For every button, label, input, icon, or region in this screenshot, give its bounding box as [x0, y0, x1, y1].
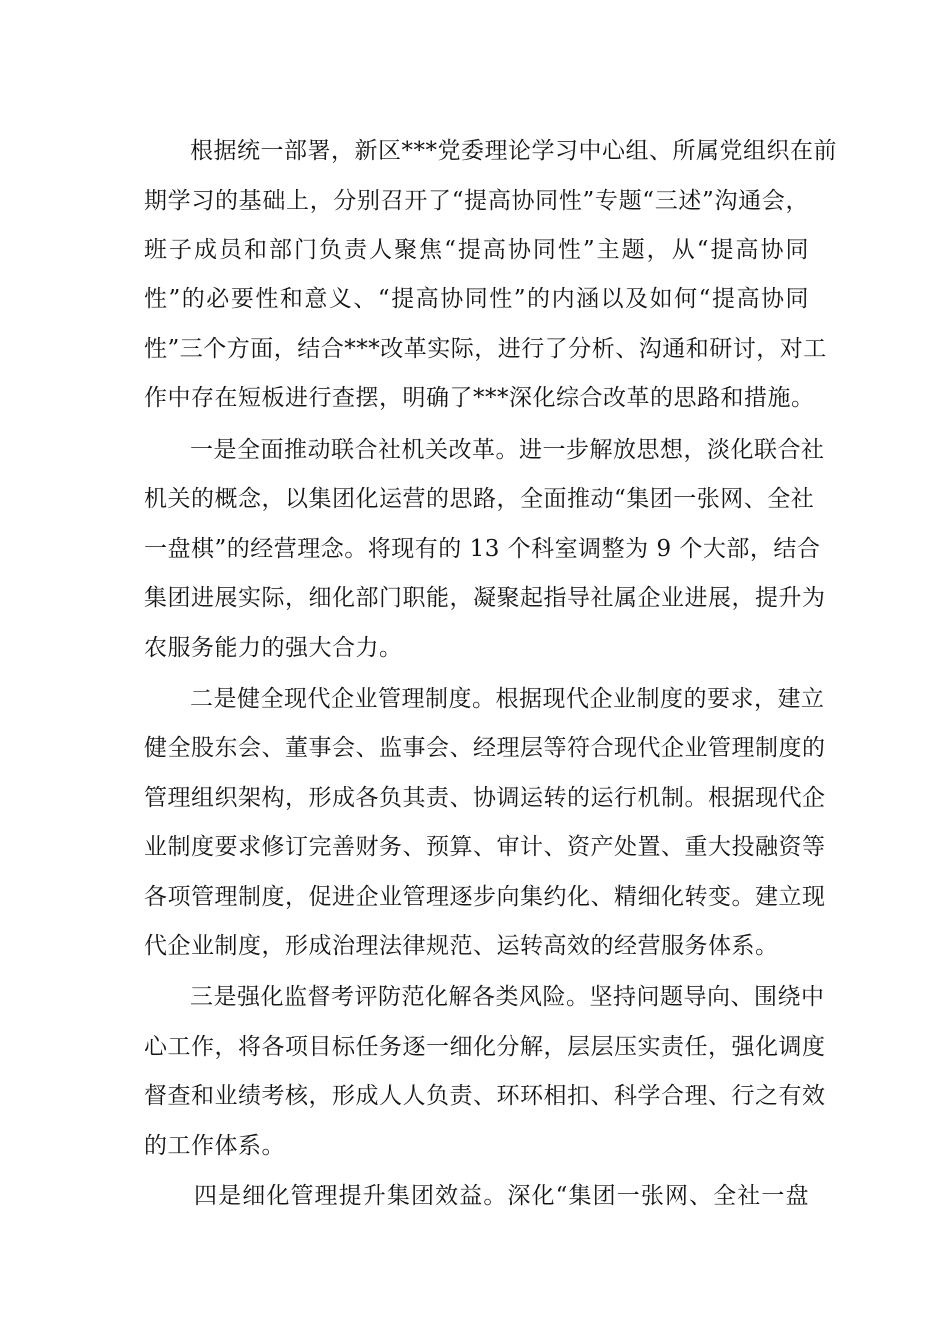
paragraph-4-line-4: 的工作体系。 — [144, 1133, 285, 1159]
paragraph-1-line-1: 根据统一部署，新区***党委理论学习中心组、所属党组织在前 — [190, 138, 837, 164]
paragraph-1-line-5: 性”三个方面，结合***改革实际，进行了分析、沟通和研讨，对工 — [144, 336, 827, 362]
paragraph-3-line-5: 各项管理制度，促进企业管理逐步向集约化、精细化转变。建立现 — [144, 884, 826, 910]
paragraph-2-line-2: 机关的概念，以集团化运营的思路，全面推动“集团一张网、全社 — [144, 486, 815, 512]
paragraph-2-line-4: 集团进展实际，细化部门职能，凝聚起指导社属企业进展，提升为 — [144, 585, 826, 611]
paragraph-3-line-6: 代企业制度，形成治理法律规范、运转高效的经营服务体系。 — [144, 933, 779, 959]
paragraph-2-line-1: 一是全面推动联合社机关改革。进一步解放思想，淡化联合社 — [190, 437, 825, 463]
paragraph-3-line-3: 管理组织架构，形成各负其责、协调运转的运行机制。根据现代企 — [144, 785, 826, 811]
paragraph-4-line-1: 三是强化监督考评防范化解各类风险。坚持问题导向、围绕中 — [190, 984, 825, 1010]
paragraph-4-line-3: 督查和业绩考核，形成人人负责、环环相扣、科学合理、行之有效 — [144, 1083, 826, 1109]
paragraph-4-line-2: 心工作，将各项目标任务逐一细化分解，层层压实责任，强化调度 — [144, 1034, 826, 1060]
paragraph-1-line-6: 作中存在短板进行查摆，明确了***深化综合改革的思路和措施。 — [144, 385, 815, 411]
paragraph-2-line-3: 一盘棋”的经营理念。将现有的 13 个科室调整为 9 个大部，结合 — [144, 536, 821, 562]
paragraph-3-line-2: 健全股东会、董事会、监事会、经理层等符合现代企业管理制度的 — [144, 735, 826, 761]
paragraph-2-line-5: 农服务能力的强大合力。 — [144, 635, 403, 661]
paragraph-1-line-4: 性”的必要性和意义、“提高协同性”的内涵以及如何“提高协同 — [144, 286, 809, 312]
paragraph-3-line-1: 二是健全现代企业管理制度。根据现代企业制度的要求，建立 — [190, 686, 825, 712]
paragraph-1-line-3: 班子成员和部门负责人聚焦“提高协同性”主题，从“提高协同 — [144, 237, 809, 263]
paragraph-3-line-4: 业制度要求修订完善财务、预算、审计、资产处置、重大投融资等 — [144, 834, 826, 860]
paragraph-1-line-2: 期学习的基础上，分别召开了“提高协同性”专题“三述”沟通会， — [144, 188, 809, 214]
paragraph-5-line-1: 四是细化管理提升集团效益。深化“集团一张网、全社一盘 — [194, 1183, 809, 1209]
